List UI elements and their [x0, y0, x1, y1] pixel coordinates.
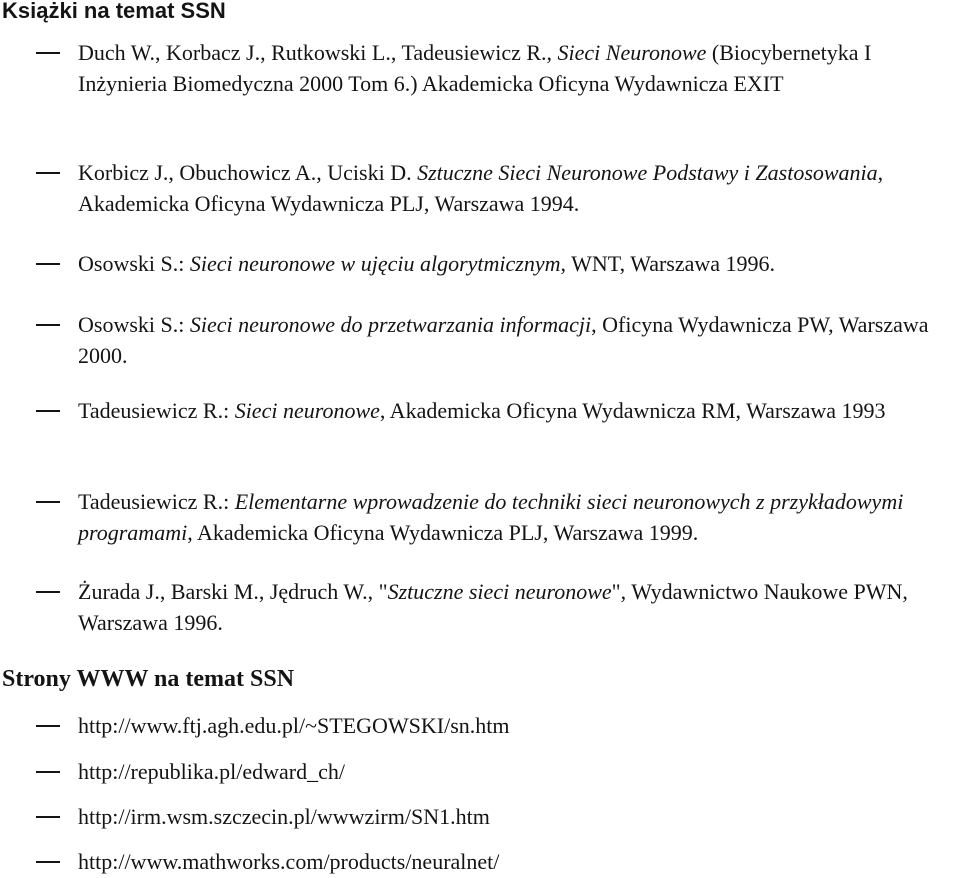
book-authors: Tadeusiewicz R.: [78, 489, 235, 514]
book-authors: Korbicz J., Obuchowicz A., Uciski D. [78, 160, 418, 185]
book-reference [78, 37, 958, 99]
dash-bullet [36, 861, 60, 863]
dash-bullet [36, 410, 60, 412]
www-heading: Strony WWW na temat SSN [2, 666, 295, 692]
dash-bullet [36, 263, 60, 265]
book-reference [78, 395, 958, 426]
book-publisher: , Akademicka Oficyna Wydawnicza PLJ, Warszawa 1999. [187, 520, 699, 545]
book-title: Sieci neuronowe do przetwarzania informacji [189, 312, 592, 337]
dash-bullet [36, 172, 60, 174]
website-link[interactable]: http://www.mathworks.com/products/neuralnet/ [78, 849, 500, 874]
book-publisher: ", Wydawnictwo Naukowe PWN, Warszawa 1996. [78, 579, 908, 635]
book-publisher: , WNT, Warszawa 1996. [560, 251, 776, 276]
dash-bullet [36, 52, 60, 54]
book-reference [78, 486, 958, 548]
book-reference [78, 576, 958, 638]
book-authors: Żurada J., Barski M., Jędruch W., " [78, 579, 388, 604]
website-link[interactable]: http://irm.wsm.szczecin.pl/wwwzirm/SN1.htm [78, 804, 490, 829]
book-publisher: , Oficyna Wydawnicza PW, Warszawa 2000. [78, 312, 929, 368]
book-title: Sztuczne sieci neuronowe [387, 579, 612, 604]
book-reference [78, 157, 958, 219]
dash-bullet [36, 771, 60, 773]
book-reference [78, 248, 958, 279]
book-authors: Duch W., Korbacz J., Rutkowski L., Tadeusiewicz R., [78, 40, 558, 65]
book-title: Sieci Neuronowe [557, 40, 707, 65]
website-link[interactable]: http://republika.pl/edward_ch/ [78, 759, 345, 784]
book-authors: Osowski S.: [78, 251, 190, 276]
website-link[interactable]: http://www.ftj.agh.edu.pl/~STEGOWSKI/sn.htm [78, 713, 510, 738]
dash-bullet [36, 324, 60, 326]
book-reference [78, 309, 958, 371]
book-title: Sztuczne Sieci Neuronowe Podstawy i Zastosowania [417, 160, 878, 185]
dash-bullet [36, 501, 60, 503]
book-authors: Osowski S.: [78, 312, 190, 337]
book-title: Sieci neuronowe [234, 398, 380, 423]
dash-bullet [36, 816, 60, 818]
book-title: Elementarne wprowadzenie do techniki sieci neuronowych z przykładowymi programami [78, 489, 904, 545]
book-title: Sieci neuronowe w ujęciu algorytmicznym [189, 251, 561, 276]
book-publisher: (Biocybernetyka I Inżynieria Biomedyczna 2000 Tom 6.) Akademicka Oficyna Wydawnicza EXIT [78, 40, 872, 96]
book-publisher: , Akademicka Oficyna Wydawnicza PLJ, Warszawa 1994. [78, 160, 884, 216]
books-heading: Książki na temat SSN [2, 0, 226, 23]
dash-bullet [36, 591, 60, 593]
book-publisher: , Akademicka Oficyna Wydawnicza RM, Warszawa 1993 [379, 398, 886, 423]
dash-bullet [36, 725, 60, 727]
book-authors: Tadeusiewicz R.: [78, 398, 235, 423]
